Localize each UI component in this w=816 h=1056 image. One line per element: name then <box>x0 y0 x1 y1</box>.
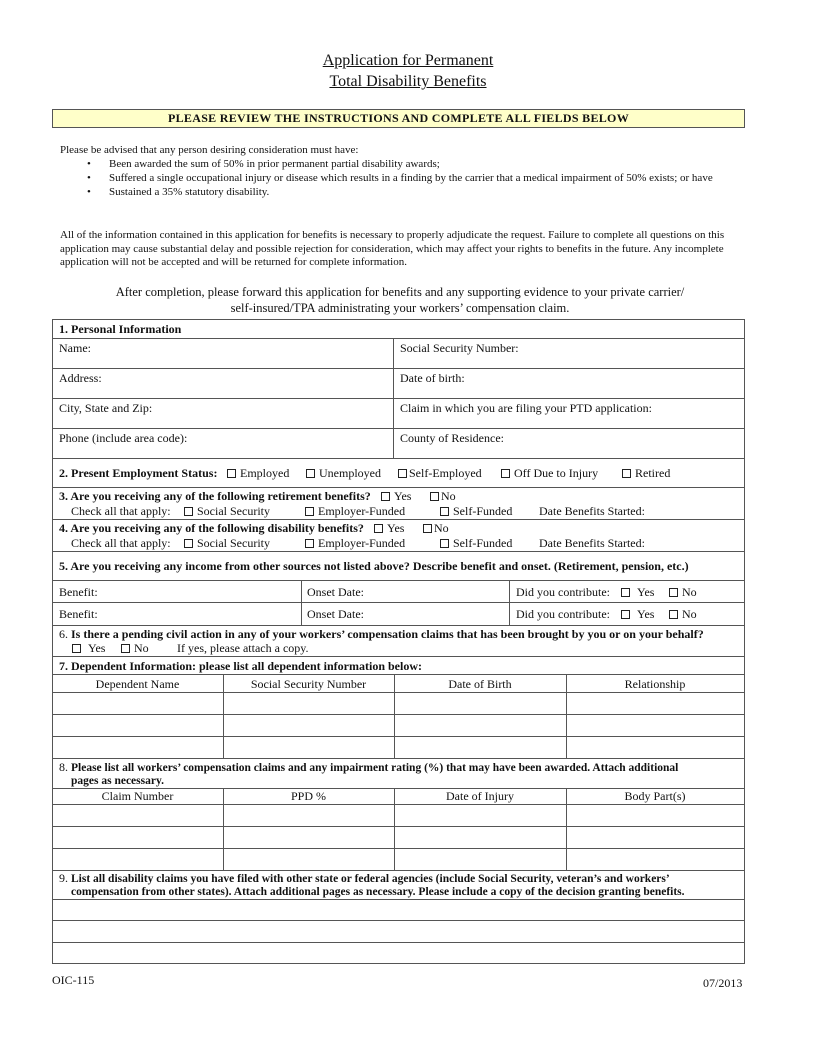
instructions-banner: PLEASE REVIEW THE INSTRUCTIONS AND COMPLETE ALL FIELDS BELOW <box>52 109 745 128</box>
self-employed-checkbox[interactable] <box>398 466 482 480</box>
ssn-field[interactable]: Social Security Number: <box>400 341 519 355</box>
option-label: Social Security <box>197 536 270 550</box>
contribute-yes-checkbox-2[interactable] <box>621 607 654 621</box>
option-label: No <box>682 585 697 599</box>
section5-heading: 5. Are you receiving any income from other sources not listed above? Describe benefit and onset. (Retirement, pension, etc.) <box>59 559 689 573</box>
section9-heading <box>59 871 670 886</box>
body-parts-header: Body Part(s) <box>624 789 686 803</box>
option-label: Employer-Funded <box>318 536 406 550</box>
section6-question: Is there a pending civil action in any of your workers’ compensation claims that has been brought by you or on your behalf? <box>71 627 704 641</box>
option-label: Retired <box>635 466 671 480</box>
option-label: No <box>682 607 697 621</box>
ppd-header: PPD % <box>290 789 326 803</box>
contribute-label-1: Did you contribute: <box>516 585 610 599</box>
checkbox-icon <box>72 644 81 653</box>
checkbox-icon <box>440 507 449 516</box>
onset-date-field-1[interactable]: Onset Date: <box>307 585 364 599</box>
checkbox-icon <box>423 524 432 533</box>
disability-yes-checkbox[interactable] <box>374 521 404 535</box>
checkbox-icon <box>621 610 630 619</box>
section6-heading <box>59 627 704 641</box>
checkbox-icon <box>622 469 631 478</box>
form-title-line2: Total Disability Benefits <box>329 73 487 90</box>
retirement-yes-checkbox[interactable] <box>381 489 411 503</box>
option-label: Self-Funded <box>453 536 513 550</box>
section8-heading <box>59 760 678 775</box>
checkbox-icon <box>430 492 439 501</box>
onset-date-field-2[interactable]: Onset Date: <box>307 607 364 621</box>
forward-line2: self-insured/TPA administrating your workers’ compensation claim. <box>230 301 570 315</box>
checkbox-icon <box>305 507 314 516</box>
civil-action-no-checkbox[interactable] <box>121 641 149 655</box>
option-label: Employer-Funded <box>318 504 406 518</box>
dependent-ssn-header: Social Security Number <box>250 677 367 691</box>
section9-line1: List all disability claims you have filed with other state or federal agencies (include Social Security, veteran’s and workers’ <box>71 873 670 885</box>
checkbox-icon <box>621 588 630 597</box>
employed-checkbox[interactable] <box>227 466 289 480</box>
dob-field[interactable]: Date of birth: <box>400 371 465 385</box>
checkbox-icon <box>227 469 236 478</box>
dependent-relationship-header: Relationship <box>624 677 686 691</box>
retirement-employer-funded-checkbox[interactable] <box>305 504 405 518</box>
section8-number: 8. <box>59 760 68 774</box>
checkbox-icon <box>398 469 407 478</box>
option-label: Yes <box>394 489 412 503</box>
retired-checkbox[interactable] <box>622 466 670 480</box>
checkbox-icon <box>501 469 510 478</box>
checkbox-icon <box>184 507 193 516</box>
retirement-no-checkbox[interactable] <box>430 489 456 503</box>
checkbox-icon <box>305 539 314 548</box>
section3-heading: 3. Are you receiving any of the following retirement benefits? <box>59 489 371 503</box>
checkbox-icon <box>381 492 390 501</box>
option-label: No <box>134 641 149 655</box>
section8-line1: Please list all workers’ compensation claims and any impairment rating (%) that may have been awarded. Attach additional <box>71 762 679 774</box>
disability-date-started-field[interactable]: Date Benefits Started: <box>539 536 645 550</box>
requirement-item: • Been awarded the sum of 50% in prior permanent partial disability awards; <box>87 157 740 171</box>
disability-employer-funded-checkbox[interactable] <box>305 536 405 550</box>
address-field[interactable]: Address: <box>59 371 102 385</box>
forward-line1: After completion, please forward this application for benefits and any supporting evidence to your private carrier/ <box>115 285 685 299</box>
off-due-to-injury-checkbox[interactable] <box>501 466 598 480</box>
form-title-line1: Application for Permanent <box>322 52 494 69</box>
section4-heading: 4. Are you receiving any of the following disability benefits? <box>59 521 364 535</box>
form-id: OIC-115 <box>52 973 95 987</box>
option-label: Social Security <box>197 504 270 518</box>
intro-lead: Please be advised that any person desiring consideration must have: <box>60 144 359 156</box>
retirement-social-security-checkbox[interactable] <box>184 504 270 518</box>
benefit-field-1[interactable]: Benefit: <box>59 585 98 599</box>
county-field[interactable]: County of Residence: <box>400 431 504 445</box>
option-label: Unemployed <box>319 466 381 480</box>
disability-no-checkbox[interactable] <box>423 521 449 535</box>
retirement-self-funded-checkbox[interactable] <box>440 504 512 518</box>
option-label: Yes <box>637 585 655 599</box>
civil-action-yes-checkbox[interactable] <box>72 641 105 655</box>
option-label: Off Due to Injury <box>514 466 599 480</box>
section8-line2: pages as necessary. <box>71 775 164 787</box>
dependent-dob-header: Date of Birth <box>448 677 512 691</box>
option-label: Employed <box>240 466 290 480</box>
retirement-date-started-field[interactable]: Date Benefits Started: <box>539 504 645 518</box>
contribute-yes-checkbox-1[interactable] <box>621 585 654 599</box>
contribute-no-checkbox-1[interactable] <box>669 585 697 599</box>
phone-field[interactable]: Phone (include area code): <box>59 431 188 445</box>
dependent-name-header: Dependent Name <box>95 677 180 691</box>
civil-action-note: If yes, please attach a copy. <box>177 641 309 655</box>
requirement-item: • Sustained a 35% statutory disability. <box>87 185 740 199</box>
intro-section <box>60 143 740 199</box>
date-of-injury-header: Date of Injury <box>446 789 514 803</box>
form-date: 07/2013 <box>703 976 743 990</box>
option-label: Yes <box>637 607 655 621</box>
checkbox-icon <box>440 539 449 548</box>
section7-heading: 7. Dependent Information: please list all dependent information below: <box>59 659 422 673</box>
contribute-no-checkbox-2[interactable] <box>669 607 697 621</box>
requirements-list <box>87 157 740 199</box>
unemployed-checkbox[interactable] <box>306 466 381 480</box>
disability-social-security-checkbox[interactable] <box>184 536 270 550</box>
city-state-zip-field[interactable]: City, State and Zip: <box>59 401 153 415</box>
ptd-claim-field[interactable]: Claim in which you are filing your PTD application: <box>400 401 652 415</box>
name-field[interactable]: Name: <box>59 341 91 355</box>
section6-number: 6. <box>59 627 68 641</box>
section9-number: 9. <box>59 871 68 885</box>
info-paragraph: All of the information contained in this application for benefits is necessary to properly adjudicate the request. Failure to complete all questions on this application may cause substantial delay and possible rejection for consideration, which may affect your rights to benefits in the future. Any incomplete application will not be accepted and will be returned for complete information. <box>60 229 725 268</box>
option-label: Yes <box>88 641 106 655</box>
requirement-item: • Suffered a single occupational injury or disease which results in a finding by the carrier that a medical impairment of 50% exists; or have <box>87 171 740 185</box>
forward-instructions <box>60 284 740 316</box>
checkbox-icon <box>374 524 383 533</box>
option-label: Yes <box>387 521 405 535</box>
section1-heading: 1. Personal Information <box>59 322 182 336</box>
option-label: No <box>441 489 456 503</box>
section9-line2: compensation from other states). Attach additional pages as necessary. Please include a copy of the decision granting benefits. <box>71 886 685 898</box>
claim-number-header: Claim Number <box>101 789 174 803</box>
contribute-label-2: Did you contribute: <box>516 607 610 621</box>
checkbox-icon <box>121 644 130 653</box>
checkbox-icon <box>184 539 193 548</box>
benefit-field-2[interactable]: Benefit: <box>59 607 98 621</box>
checkbox-icon <box>669 588 678 597</box>
checkbox-icon <box>306 469 315 478</box>
check-all-label: Check all that apply: <box>71 504 171 518</box>
checkbox-icon <box>669 610 678 619</box>
option-label: No <box>434 521 449 535</box>
disability-self-funded-checkbox[interactable] <box>440 536 512 550</box>
option-label: Self-Funded <box>453 504 513 518</box>
section2-heading: 2. Present Employment Status: <box>59 466 218 480</box>
option-label: Self-Employed <box>409 466 482 480</box>
check-all-label: Check all that apply: <box>71 536 171 550</box>
